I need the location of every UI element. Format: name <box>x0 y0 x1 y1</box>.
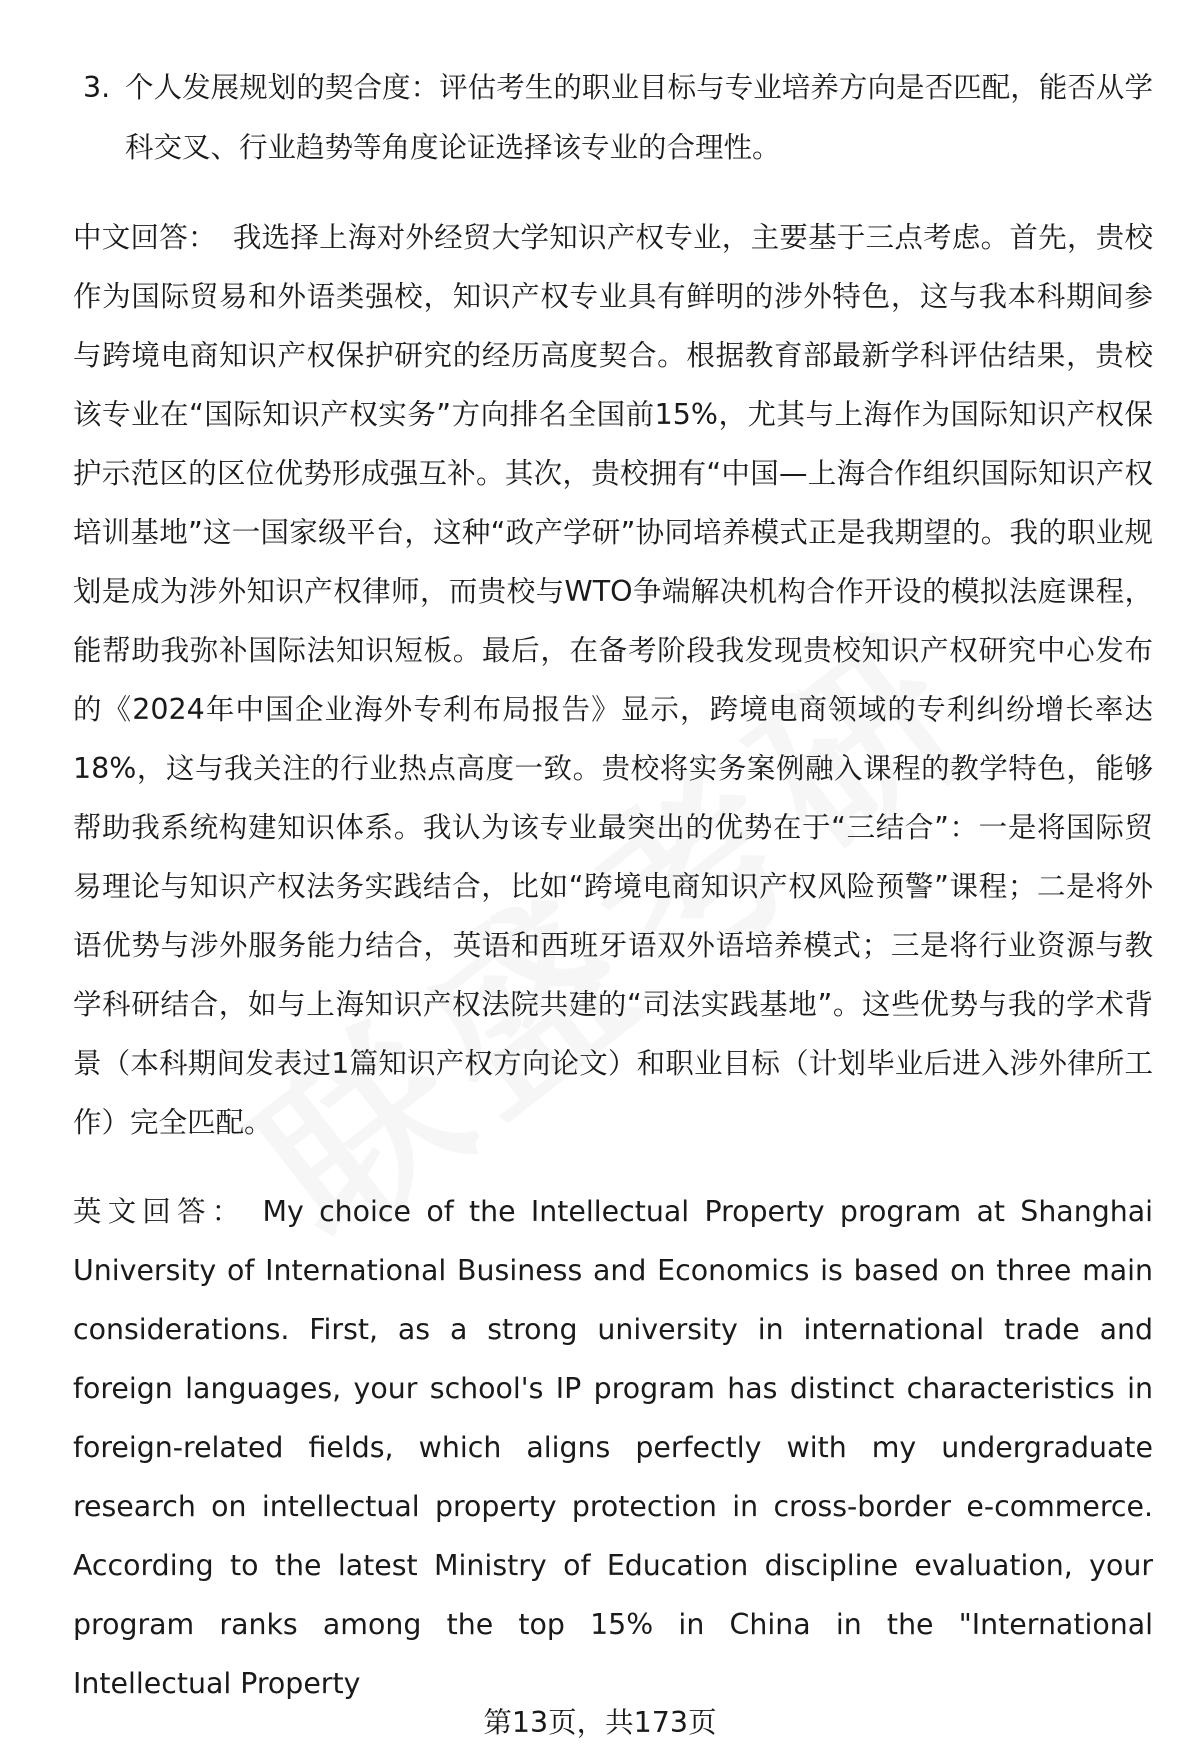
chinese-answer-paragraph <box>73 208 1153 1152</box>
list-item-number: 3. <box>83 71 111 104</box>
page-footer: 第13页，共173页 <box>483 1706 717 1739</box>
document-page <box>73 58 1153 1713</box>
criterion-list-item <box>83 58 1153 178</box>
english-answer-label: 英文回答： <box>73 1195 247 1228</box>
english-answer-paragraph <box>73 1182 1153 1713</box>
list-item-text: 个人发展规划的契合度：评估考生的职业目标与专业培养方向是否匹配，能否从学科交叉、行业趋势等角度论证选择该专业的合理性。 <box>125 71 1153 164</box>
chinese-answer-label: 中文回答： <box>73 221 217 254</box>
english-answer-text: My choice of the Intellectual Property program at Shanghai University of International Business and Economics is based on three main considerations. First, as a strong university in international trade and foreign languages, your school's IP program has distinct characteristics in foreign-related fields, which aligns perfectly with my undergraduate research on intellectual property protection in cross-border e-commerce. According to the latest Ministry of Education discipline evaluation, your program ranks among the top 15% in China in the "International Intellectual Property <box>73 1195 1153 1700</box>
chinese-answer-text: 我选择上海对外经贸大学知识产权专业，主要基于三点考虑。首先，贵校作为国际贸易和外语类强校，知识产权专业具有鲜明的涉外特色，这与我本科期间参与跨境电商知识产权保护研究的经历高度契合。根据教育部最新学科评估结果，贵校该专业在“国际知识产权实务”方向排名全国前15%，尤其与上海作为国际知识产权保护示范区的区位优势形成强互补。其次，贵校拥有“中国—上海合作组织国际知识产权培训基地”这一国家级平台，这种“政产学研”协同培养模式正是我期望的。我的职业规划是成为涉外知识产权律师，而贵校与WTO争端解决机构合作开设的模拟法庭课程，能帮助我弥补国际法知识短板。最后，在备考阶段我发现贵校知识产权研究中心发布的《2024年中国企业海外专利布局报告》显示，跨境电商领域的专利纠纷增长率达18%，这与我关注的行业热点高度一致。贵校将实务案例融入课程的教学特色，能够帮助我系统构建知识体系。我认为该专业最突出的优势在于“三结合”：一是将国际贸易理论与知识产权法务实践结合，比如“跨境电商知识产权风险预警”课程；二是将外语优势与涉外服务能力结合，英语和西班牙语双外语培养模式；三是将行业资源与教学科研结合，如与上海知识产权法院共建的“司法实践基地”。这些优势与我的学术背景（本科期间发表过1篇知识产权方向论文）和职业目标（计划毕业后进入涉外律所工作）完全匹配。 <box>73 221 1153 1139</box>
